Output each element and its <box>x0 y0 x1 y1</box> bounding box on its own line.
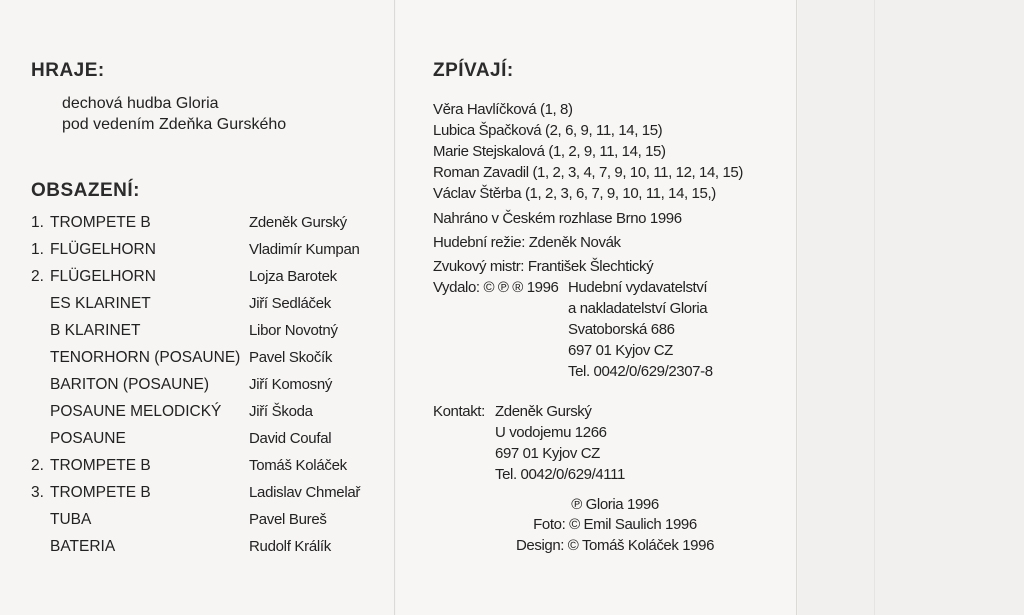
lineup-row <box>31 214 391 241</box>
lineup-instrument: ES KLARINET <box>50 295 151 312</box>
lineup-number: 1. <box>31 214 44 231</box>
lineup-instrument: TROMPETE B <box>50 457 151 474</box>
lineup-instrument: POSAUNE <box>50 430 126 447</box>
lineup-player: Jiří Škoda <box>249 403 313 420</box>
credit-line: Foto: © Emil Saulich 1996 <box>533 516 697 533</box>
lineup-row <box>31 538 391 565</box>
publisher-line: Svatoborská 686 <box>568 321 675 338</box>
sound-master: Zvukový mistr: František Šlechtický <box>433 258 654 275</box>
lineup-row <box>31 376 391 403</box>
lineup-instrument: TROMPETE B <box>50 484 151 501</box>
lineup-instrument: TENORHORN (POSAUNE) <box>50 349 241 366</box>
credit-line: ℗ Gloria 1996 <box>571 496 659 513</box>
lineup-row <box>31 295 391 322</box>
performers-line-1: dechová hudba Gloria <box>62 95 219 112</box>
lineup-player: Pavel Bureš <box>249 511 327 528</box>
music-director: Hudební režie: Zdeněk Novák <box>433 234 621 251</box>
singer-item: Věra Havlíčková (1, 8) <box>433 101 573 118</box>
lineup-player: Rudolf Králík <box>249 538 331 555</box>
singer-item: Václav Štěrba (1, 2, 3, 6, 7, 9, 10, 11, 14, 15,) <box>433 185 716 202</box>
contact-line: 697 01 Kyjov CZ <box>495 445 600 462</box>
lineup-instrument: TROMPETE B <box>50 214 151 231</box>
lineup-row <box>31 430 391 457</box>
singer-item: Roman Zavadil (1, 2, 3, 4, 7, 9, 10, 11, 12, 14, 15) <box>433 164 743 181</box>
lineup-number: 3. <box>31 484 44 501</box>
lineup-player: Jiří Sedláček <box>249 295 331 312</box>
lineup-player: Ladislav Chmelař <box>249 484 361 501</box>
singer-item: Lubica Špačková (2, 6, 9, 11, 14, 15) <box>433 122 663 139</box>
publisher-line: Tel. 0042/0/629/2307-8 <box>568 363 713 380</box>
lineup-number: 2. <box>31 457 44 474</box>
fold-line <box>394 0 395 615</box>
lineup-row <box>31 268 391 295</box>
lineup-instrument: B KLARINET <box>50 322 141 339</box>
lineup-player: Vladimír Kumpan <box>249 241 360 258</box>
lineup-number: 1. <box>31 241 44 258</box>
contact-line: Tel. 0042/0/629/4111 <box>495 466 625 483</box>
lineup-list <box>31 214 391 565</box>
singer-item: Marie Stejskalová (1, 2, 9, 11, 14, 15) <box>433 143 666 160</box>
contact-line: Zdeněk Gurský <box>495 403 592 420</box>
lineup-instrument: TUBA <box>50 511 92 528</box>
lineup-player: Libor Novotný <box>249 322 338 339</box>
right-panel <box>798 0 1024 615</box>
lineup-row <box>31 511 391 538</box>
lineup-player: Lojza Barotek <box>249 268 337 285</box>
lineup-row <box>31 241 391 268</box>
lineup-row <box>31 484 391 511</box>
publisher-address <box>568 279 713 384</box>
lineup-instrument: FLÜGELHORN <box>50 241 156 258</box>
fold-line <box>874 0 875 615</box>
lineup-player: David Coufal <box>249 430 332 447</box>
publisher-line: a nakladatelství Gloria <box>568 300 708 317</box>
singers-heading: ZPÍVAJÍ: <box>433 60 514 81</box>
publisher-label: Vydalo: © ℗ ® 1996 <box>433 279 559 296</box>
left-panel <box>0 0 394 615</box>
fold-line <box>796 0 797 615</box>
performers-line-2: pod vedením Zdeňka Gurského <box>62 116 287 133</box>
credit-line: Design: © Tomáš Koláček 1996 <box>515 537 715 554</box>
lineup-number: 2. <box>31 268 44 285</box>
lineup-row <box>31 403 391 430</box>
recording-note: Nahráno v Českém rozhlase Brno 1996 <box>433 210 682 227</box>
performers-heading: HRAJE: <box>31 60 105 81</box>
lineup-row <box>31 457 391 484</box>
lineup-instrument: BARITON (POSAUNE) <box>50 376 210 393</box>
lineup-instrument: POSAUNE MELODICKÝ <box>50 403 222 420</box>
contact-address <box>495 403 625 487</box>
publisher-line: 697 01 Kyjov CZ <box>568 342 673 359</box>
lineup-row <box>31 349 391 376</box>
lineup-instrument: BATERIA <box>50 538 116 555</box>
lineup-player: Jiří Komosný <box>249 376 333 393</box>
lineup-row <box>31 322 391 349</box>
lineup-player: Zdeněk Gurský <box>249 214 347 231</box>
contact-line: U vodojemu 1266 <box>495 424 607 441</box>
lineup-instrument: FLÜGELHORN <box>50 268 156 285</box>
lineup-player: Pavel Skočík <box>249 349 333 366</box>
singers-list <box>433 101 743 206</box>
contact-label: Kontakt: <box>433 403 485 420</box>
lineup-heading: OBSAZENÍ: <box>31 180 140 201</box>
lineup-player: Tomáš Koláček <box>249 457 347 474</box>
publisher-line: Hudební vydavatelství <box>568 279 708 296</box>
